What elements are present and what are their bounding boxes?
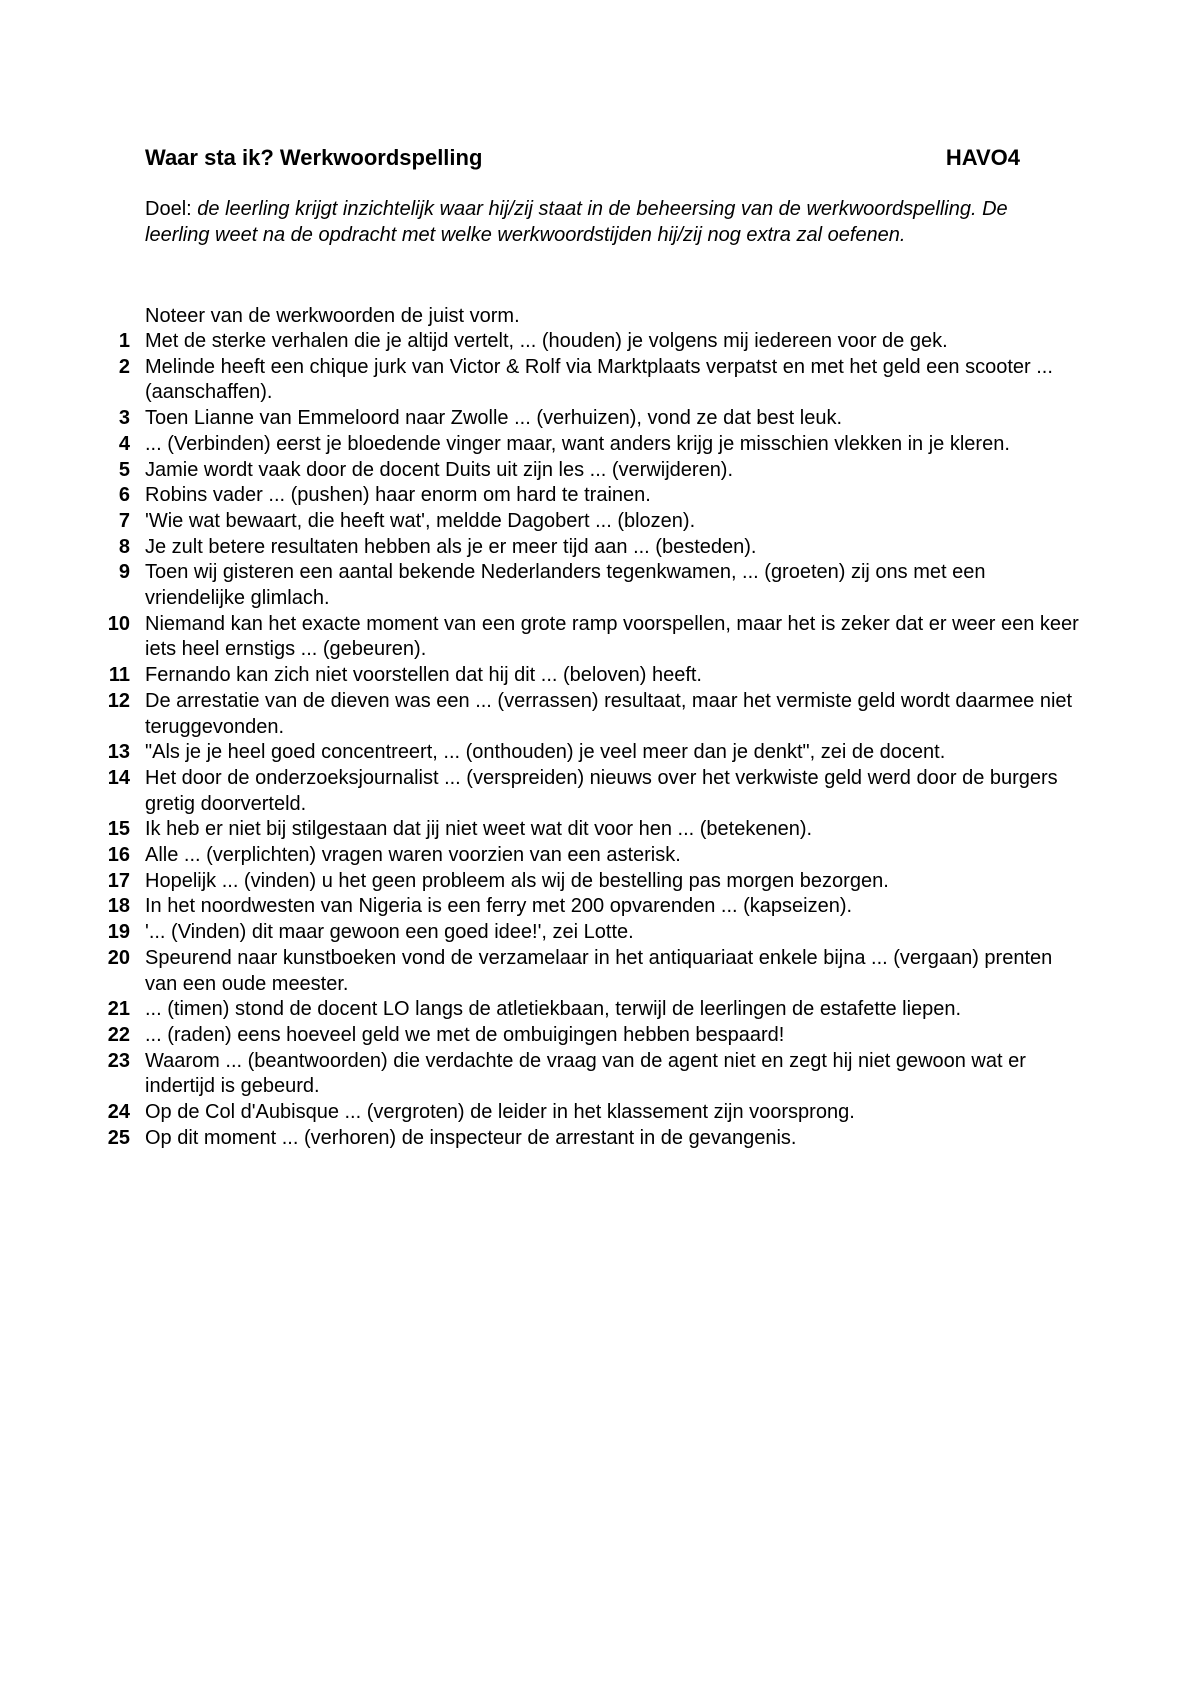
item-number: 16: [107, 844, 130, 867]
item-text: Met de sterke verhalen die je altijd vertelt, ... (houden) je volgens mij iedereen voor de gek.: [145, 330, 948, 352]
item-text: Je zult betere resultaten hebben als je er meer tijd aan ... (besteden).: [145, 535, 757, 558]
item-text: Alle ... (verplichten) vragen waren voorzien van een asterisk.: [145, 844, 681, 867]
item-number: 17: [107, 869, 130, 892]
item-text: '... (Vinden) dit maar gewoon een goed idee!', zei Lotte.: [145, 921, 634, 944]
exercise-item: [90, 920, 1080, 946]
exercise-item: [90, 329, 1080, 355]
exercise-item: [90, 1126, 1080, 1152]
item-number: 19: [107, 921, 130, 944]
item-number: 4: [118, 432, 130, 455]
item-text: Melinde heeft een chique jurk van Victor & Rolf via Marktplaats verpatst en met het geld een scooter ... (aanschaffen).: [145, 355, 1053, 404]
item-text: Waarom ... (beantwoorden) die verdachte de vraag van de agent niet en zegt hij niet gewoon wat er indertijd is gebeurd.: [145, 1049, 1026, 1098]
instruction-text: Noteer van de werkwoorden de juist vorm.: [145, 305, 520, 327]
exercise-item: [90, 689, 1080, 740]
exercise-item: [90, 1049, 1080, 1100]
item-number: 12: [107, 689, 130, 712]
item-text: Op dit moment ... (verhoren) de inspecteur de arrestant in de gevangenis.: [145, 1126, 797, 1149]
item-text: Speurend naar kunstboeken vond de verzamelaar in het antiquariaat enkele bijna ... (vergaan) prenten van een oude meester.: [145, 946, 1053, 995]
item-text: De arrestatie van de dieven was een ... (verrassen) resultaat, maar het vermiste geld wordt daarmee niet teruggevonden.: [145, 689, 1073, 738]
item-number: 6: [118, 484, 130, 507]
item-number: 10: [107, 612, 130, 635]
item-number: 11: [108, 664, 130, 687]
item-number: 7: [118, 509, 130, 532]
exercise-item: [90, 509, 1080, 535]
item-number: 25: [107, 1126, 130, 1149]
item-number: 1: [118, 330, 130, 352]
item-number: 14: [107, 766, 130, 789]
item-number: 20: [107, 946, 130, 969]
item-number: 18: [107, 895, 130, 918]
item-number: 5: [118, 458, 130, 481]
exercise-item: [90, 869, 1080, 895]
level-label: HAVO4: [945, 145, 1020, 170]
item-text: Hopelijk ... (vinden) u het geen probleem als wij de bestelling pas morgen bezorgen.: [145, 869, 889, 892]
item-number: 2: [118, 355, 130, 378]
exercise-item: [90, 663, 1080, 689]
document-title: Waar sta ik? Werkwoordspelling: [145, 145, 483, 170]
exercise-item: [90, 458, 1080, 484]
exercise-item: [90, 355, 1080, 406]
exercise-item: [90, 843, 1080, 869]
item-text: "Als je je heel goed concentreert, ... (onthouden) je veel meer dan je denkt", zei de docent.: [145, 741, 946, 764]
goal-text: de leerling krijgt inzichtelijk waar hij/zij staat in de beheersing van de werkwoordspelling. De leerling weet na de opdracht met welke werkwoordstijden hij/zij nog extra zal oefenen.: [145, 198, 1008, 246]
exercise-item: [90, 894, 1080, 920]
item-number: 15: [107, 818, 130, 841]
item-text: Jamie wordt vaak door de docent Duits uit zijn les ... (verwijderen).: [145, 458, 734, 481]
exercise-list: [90, 329, 1080, 1152]
item-text: ... (raden) eens hoeveel geld we met de ombuigingen hebben bespaard!: [145, 1023, 785, 1046]
item-number: 22: [107, 1023, 130, 1046]
item-number: 3: [118, 407, 130, 430]
exercise-item: [90, 997, 1080, 1023]
goal-paragraph: [145, 196, 1045, 248]
item-text: Het door de onderzoeksjournalist ... (verspreiden) nieuws over het verkwiste geld werd door de burgers gretig doorverteld.: [145, 766, 1058, 815]
exercise-item: [90, 1023, 1080, 1049]
exercise-item: [90, 535, 1080, 561]
exercise-item: [90, 766, 1080, 817]
exercise-item: [90, 483, 1080, 509]
exercise-item: [90, 560, 1080, 611]
item-text: Op de Col d'Aubisque ... (vergroten) de leider in het klassement zijn voorsprong.: [145, 1101, 855, 1124]
item-number: 8: [118, 535, 130, 558]
item-text: Ik heb er niet bij stilgestaan dat jij niet weet wat dit voor hen ... (betekenen).: [145, 818, 813, 841]
exercise-item: [90, 612, 1080, 663]
exercise-item: [90, 946, 1080, 997]
item-text: Fernando kan zich niet voorstellen dat hij dit ... (beloven) heeft.: [145, 664, 702, 687]
exercise-item: [90, 817, 1080, 843]
item-number: 9: [118, 561, 130, 584]
item-text: ... (Verbinden) eerst je bloedende vinger maar, want anders krijg je misschien vlekken in je kleren.: [145, 432, 1010, 455]
item-text: Robins vader ... (pushen) haar enorm om hard te trainen.: [145, 484, 651, 507]
item-number: 13: [107, 741, 130, 764]
item-text: Toen Lianne van Emmeloord naar Zwolle ... (verhuizen), vond ze dat best leuk.: [145, 407, 843, 430]
item-number: 24: [107, 1101, 130, 1124]
item-number: 23: [107, 1049, 130, 1072]
item-text: Niemand kan het exacte moment van een grote ramp voorspellen, maar het is zeker dat er weer een keer iets heel ernstigs ... (gebeuren).: [145, 612, 1079, 661]
exercise-item: [90, 406, 1080, 432]
exercise-item: [90, 740, 1080, 766]
item-number: 21: [107, 998, 130, 1021]
item-text: ... (timen) stond de docent LO langs de atletiekbaan, terwijl de leerlingen de estafette liepen.: [145, 998, 962, 1021]
goal-label: Doel:: [145, 198, 192, 220]
item-text: 'Wie wat bewaart, die heeft wat', meldde Dagobert ... (blozen).: [145, 509, 696, 532]
item-text: In het noordwesten van Nigeria is een ferry met 200 opvarenden ... (kapseizen).: [145, 895, 853, 918]
exercise-item: [90, 432, 1080, 458]
exercise-item: [90, 1100, 1080, 1126]
item-text: Toen wij gisteren een aantal bekende Nederlanders tegenkwamen, ... (groeten) zij ons met een vriendelijke glimlach.: [145, 561, 986, 610]
